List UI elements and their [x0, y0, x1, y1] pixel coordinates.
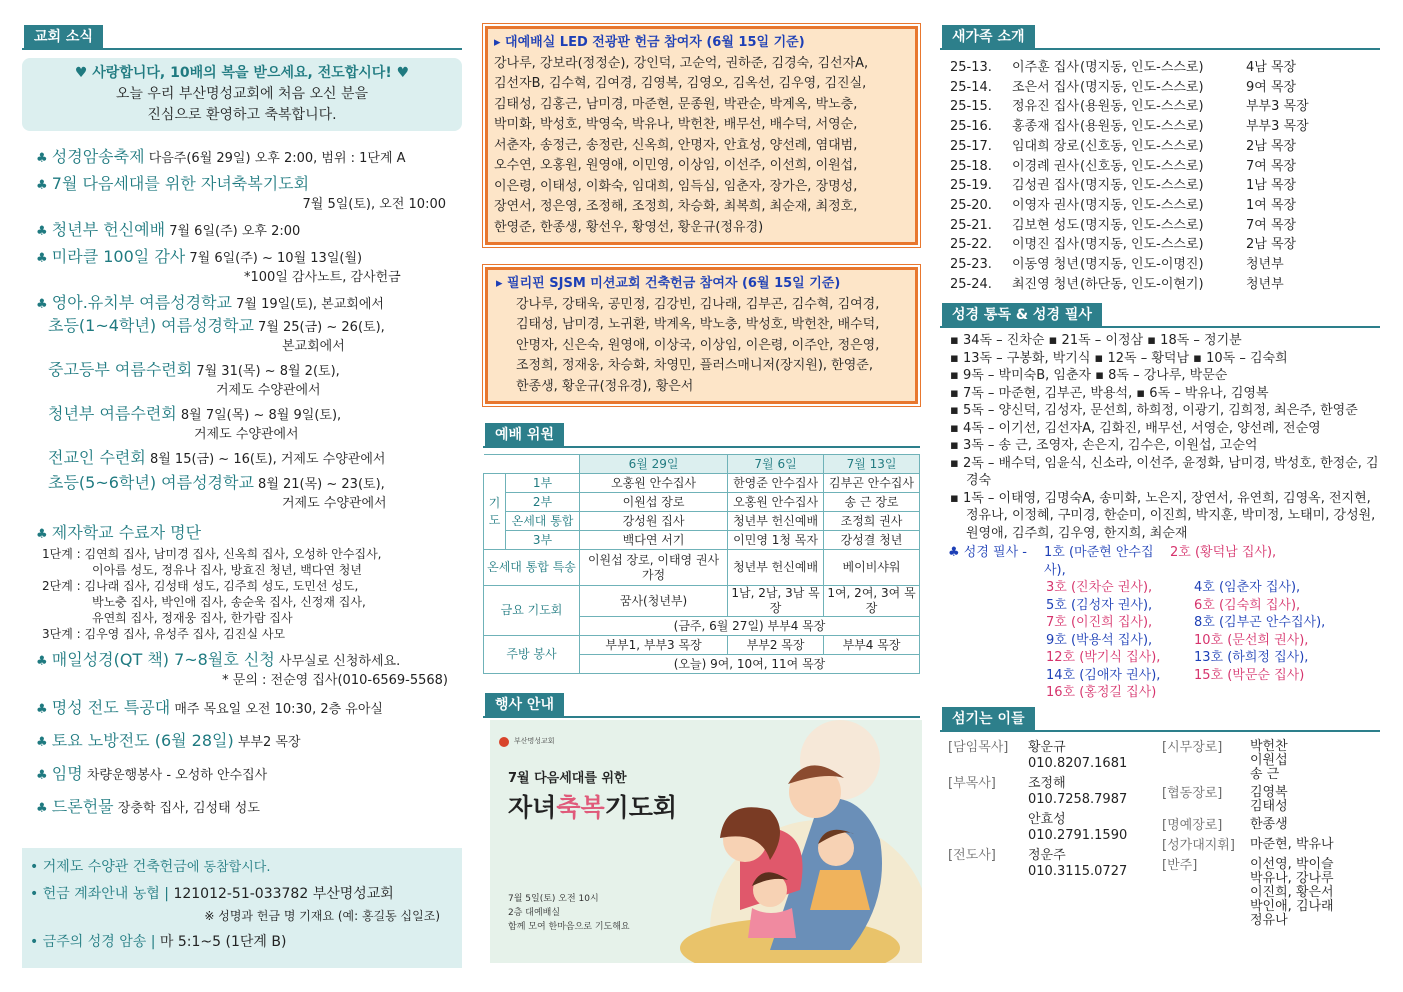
- bible-reading-line: ▪ 4독 – 이기선, 김선자A, 김화진, 배무선, 서영순, 양선례, 전순영: [950, 420, 1321, 436]
- bible-reading-list: [940, 332, 1380, 542]
- event-poster: [490, 720, 922, 963]
- new-family-header: 새가족 소개: [940, 22, 1380, 50]
- sjsm-line: 김태성, 남미경, 노귀환, 박계옥, 박노충, 박성호, 박헌찬, 배수덕,: [516, 317, 880, 332]
- member-region: (하단동, 인도-이현기): [1080, 276, 1204, 292]
- news-item-summer: ♣ 영아.유치부 여름성경학교 7월 19일(토), 본교회에서: [36, 293, 384, 312]
- servant-names: [1250, 838, 1334, 854]
- welcome-line1: ♥ 사랑합니다, 10배의 복을 받으세요, 전도합시다! ♥: [74, 65, 410, 81]
- led-offering-box: ▸ 대예배실 LED 전광판 헌금 참여자 (6월 15일 기준) 강나루, 강보라(정정순), 강인덕, 고순억, 권하준, 김경숙, 김선자A, 김선자B, 김수혁, 김여경, 김영복, 김영오, 김옥선, 김우영, 김진실, 김태성, 김홍근, 남미경, 마준현, 문종원, 박관순, 박계옥, 박노충, 박미화, 박성호, 박영숙, 박유나, 박헌찬, 배무선, 배수덕, 서영순, 서춘자, 송정근, 송정란, 신옥희, 안명자, 안효성, 양선례, 염대범, 오수연, 오홍원, 원영애, 이민영, 이상임, 이선주, 이선희, 이원섭, 이은령, 이태성, 이화숙, 임대희, 임득심, 임춘자, 장가은, 장명성, 장연서, 정은영, 조정해, 조정희, 차승화, 최복희, 최순재, 최정호, 한영준, 한종생, 황선우, 황영선, 황운규(정유경): [485, 26, 918, 245]
- bible-copy-entry: 10호 (문선희 권사),: [1194, 632, 1309, 648]
- new-family-row: [940, 235, 1380, 255]
- servant-name: 안효성: [1028, 811, 1066, 827]
- member-name: 김성권 집사: [1012, 178, 1079, 194]
- member-no: 25-24.: [950, 276, 992, 292]
- member-name: 이경례 권사: [1012, 158, 1079, 174]
- servants-left: [940, 740, 1162, 932]
- servant-entry: [948, 848, 1162, 880]
- servant-entry: [1162, 838, 1372, 854]
- bible-copy-entry: 13호 (하희정 집사),: [1194, 650, 1309, 666]
- servant-name: 김영복: [1250, 784, 1288, 800]
- bible-copy-entry: 4호 (임춘자 집사),: [1194, 580, 1301, 596]
- sjsm-line: 한종생, 황운규(정유경), 황은서: [516, 378, 694, 394]
- servant-names: [1028, 776, 1127, 808]
- member-region: (명지동, 인도-스스로): [1080, 197, 1204, 213]
- member-region: (명지동, 인도-스스로): [1080, 79, 1204, 95]
- member-group: 9여 목장: [1246, 79, 1297, 95]
- member-name: 이동영 청년: [1012, 257, 1079, 273]
- weekly-verse: • 금주의 성경 암송 | 마 5:1~5 (1단계 B): [30, 934, 287, 950]
- bible-copy-entry: 7호 (이진희 집사),: [1046, 615, 1153, 631]
- news-item-street: ♣ 토요 노방전도 (6월 28일) 부부2 목장: [36, 731, 301, 750]
- member-region: (명지동, 인도-이명진): [1080, 257, 1204, 273]
- news-item-evangelism: ♣ 명성 전도 특공대 매주 목요일 오전 10:30, 2층 유아실: [36, 698, 383, 717]
- new-family-row: [940, 137, 1380, 157]
- servant-role: [성가대지휘]: [1162, 837, 1235, 853]
- bible-copy-entry: 16호 (홍정길 집사): [1046, 685, 1157, 701]
- led-line: 강나루, 강보라(정정순), 강인덕, 고순억, 권하준, 김경숙, 김선자A,: [494, 55, 869, 71]
- news-item-drone: ♣ 드론헌물 장충학 집사, 김성태 성도: [36, 797, 260, 816]
- servant-name: 한종생: [1250, 816, 1288, 832]
- new-family-list: [940, 58, 1380, 294]
- member-name: 최진영 청년: [1012, 276, 1079, 292]
- bible-reading-line: ▪ 7독 – 마준현, 김부곤, 박용석, ▪ 6독 – 박유나, 김영복: [950, 385, 1269, 401]
- led-line: 오수연, 오홍원, 원영애, 이민영, 이상임, 이선주, 이선희, 이원섭,: [494, 158, 858, 173]
- poster-subtitle: 7월 다음세대를 위한: [508, 771, 627, 786]
- worship-table: 6월 29일 7월 6일 7월 13일 기도 1부 오홍원 안수집사 한영준 안수집사 김부곤 안수집사 2부 이원섭 장로 오홍원 안수집사 송 근 장로 온세대 통합 강성원 집사 청년부 헌신예배 조정희 권사 3부 백다연 서기 이민영 1청 목자 강성결 청년 온세대 통합 특송 이원섭 장로, 이태영 권사 가정 청년부 헌신예배 베이비샤워 금요 기도회 꿈사(청년부) 1남, 2남, 3남 목장 1여, 2여, 3여 목장 (금주, 6월 27일) 부부4 목장 주방 봉사 부부1, 부부3 목장 부부2 목장 부부4 목장 (오늘) 9여, 10여, 11여 목장: [483, 454, 920, 674]
- member-no: 25-16.: [950, 119, 992, 135]
- bible-reading-line: ▪ 3독 – 송 근, 조영자, 손은지, 김수은, 이원섭, 고순억: [950, 438, 1258, 454]
- servant-name: 김태성: [1250, 798, 1288, 814]
- new-family-row: [940, 176, 1380, 196]
- led-line: 박미화, 박성호, 박영숙, 박유나, 박헌찬, 배무선, 배수덕, 서영순,: [494, 117, 858, 132]
- servant-name: 마준현, 박유나: [1250, 836, 1334, 852]
- member-no: 25-22.: [950, 237, 992, 253]
- servant-name: 송 근: [1250, 766, 1280, 782]
- summer-all-church: 전교인 수련회 8월 15(금) ~ 16(토), 거제도 수양관에서: [48, 448, 386, 467]
- servant-name: 이선영, 박이슬: [1250, 856, 1334, 872]
- summer-youth: 청년부 여름수련회 8월 7일(목) ~ 8월 9일(토), 거제도 수양관에서: [48, 404, 342, 442]
- sjsm-line: 강나루, 강태욱, 공민정, 김강빈, 김나래, 김부곤, 김수혁, 김여경,: [516, 296, 880, 312]
- member-no: 25-17.: [950, 138, 992, 154]
- bible-copy-entry: 5호 (김성자 권사),: [1046, 597, 1153, 613]
- member-no: 25-21.: [950, 217, 992, 233]
- bible-copy-row: [1046, 684, 1325, 702]
- servant-names: [1028, 848, 1127, 880]
- servant-role: [협동장로]: [1162, 785, 1223, 801]
- member-name: 이주훈 집사: [1012, 60, 1079, 75]
- bible-copy-entry: 1호 (마준현 안수집사),: [1044, 545, 1154, 578]
- sjsm-lines: [496, 295, 909, 398]
- date-col-1: 6월 29일: [580, 455, 728, 474]
- member-no: 25-14.: [950, 79, 992, 95]
- servant-role: [명예장로]: [1162, 817, 1223, 833]
- bible-copy-list: [1046, 544, 1325, 702]
- member-name: 임대희 장로: [1012, 138, 1079, 154]
- bible-reading-line: ▪ 13독 – 구봉화, 박기식 ▪ 12독 – 황덕남 ▪ 10독 – 김숙희: [950, 350, 1288, 366]
- member-group: 1여 목장: [1246, 197, 1297, 213]
- welcome-line3: 진심으로 환영하고 축복합니다.: [147, 107, 337, 123]
- bible-copy-row: [1046, 579, 1325, 597]
- member-region: (명지동, 인도-스스로): [1080, 178, 1204, 194]
- servant-name: 박헌찬: [1250, 738, 1288, 754]
- member-name: 이명진 집사: [1012, 237, 1079, 253]
- bible-copy-entry: 15호 (박문순 집사): [1194, 667, 1305, 683]
- sjsm-line: 안명자, 신은숙, 원영애, 이상국, 이상임, 이은령, 이주안, 정은영,: [516, 337, 880, 353]
- bible-copy-row: [1046, 667, 1325, 685]
- new-family-row: [940, 58, 1380, 78]
- servant-name: 이원섭: [1250, 752, 1288, 768]
- member-group: 1남 목장: [1246, 178, 1297, 194]
- new-family-row: [940, 216, 1380, 236]
- new-family-row: [940, 157, 1380, 177]
- member-name: 정유진 집사: [1012, 99, 1079, 115]
- servant-entry: [1162, 786, 1372, 814]
- member-region: (용원동, 인도-스스로): [1080, 119, 1204, 135]
- member-group: 2남 목장: [1246, 138, 1297, 154]
- member-group: 7여 목장: [1246, 158, 1297, 174]
- servant-name: 010.2791.1590: [1028, 827, 1128, 843]
- servant-role: [시무장로]: [1162, 739, 1223, 755]
- bible-copy-row: [1046, 614, 1325, 632]
- summer-middle-high: 중고등부 여름수련회 7월 31(목) ~ 8월 2(토), 거제도 수양관에서: [48, 360, 340, 398]
- member-name: 김보현 성도: [1012, 217, 1079, 233]
- disciples-list: 1단계 : 김연희 집사, 남미경 집사, 신옥희 집사, 오성하 안수집사, 이아름 성도, 정유나 집사, 방효진 청년, 백다연 청년 2단계 : 김나래 집사, 김성태 성도, 김주희 성도, 도민선 성도, 박노충 집사, 박인애 집사, 송순욱 집사, 신정재 집사, 유연희 집사, 정재웅 집사, 한가람 집사 3단계 : 김우영 집사, 유성주 집사, 김진실 사모: [42, 547, 382, 641]
- welcome-line2: 오늘 우리 부산명성교회에 처음 오신 분을: [115, 86, 369, 102]
- bible-copy-block: ♣ 성경 필사 - 1호 (마준현 안수집사), 2호 (황덕남 집사), 3호 (진차순 권사), 4호 (임춘자 집사), 5호 (김성자 권사), 6호 (김숙희 집사), 7호 (이진희 집사), 8호 (김부곤 안수집사), 9호 (박용석 집사), 10호 (문선희 권사), 12호 (박기식 집사), 13호 (하희정 집사), 14호 (김애자 권사), 15호 (박문순 집사) 16호 (홍정길 집사): [948, 545, 1326, 701]
- bible-reading-line: ▪ 1독 – 이태영, 김명숙A, 송미화, 노은지, 장연서, 유연희, 김영옥, 전지현, 정유나, 이정혜, 구미경, 한순미, 이진희, 박지훈, 박미정, 노태미, 강성원, 원영애, 김주희, 김우영, 한지희, 최순재: [950, 490, 1376, 541]
- poster-title: 자녀축복기도회: [508, 793, 678, 822]
- member-group: 청년부: [1246, 276, 1284, 292]
- servant-names: [1250, 858, 1334, 928]
- bible-header: 성경 통독 & 성경 필사: [940, 300, 1380, 328]
- servant-name: 정운주: [1028, 847, 1066, 863]
- member-region: (명지동, 인도-스스로): [1080, 217, 1204, 233]
- member-no: 25-23.: [950, 257, 992, 273]
- servants-list: [940, 740, 1380, 932]
- date-col-3: 7월 13일: [824, 455, 920, 474]
- led-line: 김태성, 김홍근, 남미경, 마준현, 문종원, 박관순, 박계옥, 박노충,: [494, 96, 858, 112]
- servant-names: [1250, 786, 1288, 814]
- member-region: (신호동, 인도-스스로): [1080, 138, 1204, 154]
- servant-role: [담임목사]: [948, 739, 1009, 755]
- servant-entry: [948, 812, 1162, 844]
- summer-elementary-5-6: 초등(5~6학년) 여름성경학교 8월 21(목) ~ 23(토), 거제도 수양관에서: [48, 473, 387, 511]
- bible-copy-entry: 2호 (황덕남 집사),: [1170, 545, 1277, 561]
- servants-header: 섬기는 이들: [940, 704, 1380, 732]
- bible-reading-line: ▪ 34독 – 진차순 ▪ 21독 – 이정삼 ▪ 18독 – 정기분: [950, 333, 1242, 349]
- offering-column: [483, 22, 920, 932]
- poster-info: 7월 5일(토) 오전 10시 2층 대예배실 함께 모여 한마음으로 기도해요: [508, 894, 630, 932]
- news-item-appointment: ♣ 임명 차량운행봉사 - 오성하 안수집사: [36, 764, 268, 783]
- servant-name: 조정해: [1028, 775, 1066, 791]
- member-region: (명지동, 인도-스스로): [1080, 237, 1204, 253]
- servant-role: [948, 812, 1028, 844]
- member-region: (신호동, 인도-스스로): [1080, 158, 1204, 174]
- servant-name: 박유나, 강나루: [1250, 870, 1334, 886]
- servant-entry: [1162, 740, 1372, 782]
- member-group: 부부3 목장: [1246, 119, 1309, 135]
- servant-entry: [1162, 858, 1372, 928]
- bank-account: • 헌금 계좌안내 농협 | 121012-51-033782 부산명성교회: [30, 886, 394, 902]
- right-column: [940, 22, 1380, 932]
- bible-copy-row: [1044, 544, 1325, 579]
- date-col-2: 7월 6일: [728, 455, 824, 474]
- news-item-miracle: ♣ 미라클 100일 감사 7월 6일(주) ~ 10월 13일(월) *100일 감사노트, 감사헌금: [36, 247, 401, 285]
- servant-name: 황운규: [1028, 739, 1066, 755]
- servant-names: [1028, 812, 1127, 844]
- member-no: 25-15.: [950, 99, 992, 115]
- servant-name: 010.8207.1681: [1028, 755, 1128, 771]
- member-group: 4남 목장: [1246, 60, 1297, 75]
- new-family-row: [940, 255, 1380, 275]
- bible-copy-row: [1046, 632, 1325, 650]
- welcome-box: [22, 58, 462, 131]
- member-region: (용원동, 인도-스스로): [1080, 99, 1204, 115]
- building-fund: • 거제도 수양관 건축헌금에 동참합시다.: [30, 859, 271, 875]
- bible-reading-line: ▪ 2독 – 배수덕, 임윤식, 신소라, 이선주, 윤정화, 남미경, 박성호, 한정순, 김경숙: [950, 455, 1379, 489]
- church-news-column: [22, 22, 462, 950]
- announcements-box: • 거제도 수양관 건축헌금에 동참합시다. • 헌금 계좌안내 농협 | 121012-51-033782 부산명성교회 ※ 성명과 헌금 명 기재요 (예: 홍길동 십일조) • 금주의 성경 암송 | 마 5:1~5 (1단계 B): [22, 848, 462, 968]
- member-name: 이영자 권사: [1012, 197, 1079, 213]
- led-line: 김선자B, 김수혁, 김여경, 김영복, 김영오, 김옥선, 김우영, 김진실,: [494, 76, 867, 91]
- servant-name: 이진희, 황은서: [1250, 884, 1334, 900]
- bible-copy-row: [1046, 649, 1325, 667]
- news-item-blessing-prayer: ♣ 7월 다음세대를 위한 자녀축복기도회 7월 5일(토), 오전 10:00: [36, 174, 446, 212]
- servant-role: [반주]: [1162, 857, 1198, 873]
- member-no: 25-13.: [950, 60, 992, 75]
- servant-entry: [948, 776, 1162, 808]
- bible-reading-line: ▪ 9독 – 박미숙B, 임춘자 ▪ 8독 – 강나루, 박문순: [950, 368, 1228, 384]
- bible-copy-entry: 14호 (김애자 권사),: [1046, 667, 1161, 683]
- servant-names: [1250, 818, 1288, 834]
- worship-header: 예배 위원: [483, 420, 920, 448]
- event-header: 행사 안내: [483, 690, 920, 718]
- member-no: 25-18.: [950, 158, 992, 174]
- poster-logo: 부산명성교회: [514, 737, 555, 745]
- servant-entry: [948, 740, 1162, 772]
- new-family-row: [940, 78, 1380, 98]
- servant-role: [부목사]: [948, 775, 996, 791]
- news-item-qt: ♣ 매일성경(QT 책) 7~8월호 신청 사무실로 신청하세요. * 문의 : 전순영 집사(010-6569-5568): [36, 650, 448, 688]
- member-group: 2남 목장: [1246, 237, 1297, 253]
- member-group: 7여 목장: [1246, 217, 1297, 233]
- led-lines: [494, 54, 909, 239]
- bible-copy-entry: 9호 (박용석 집사),: [1046, 632, 1153, 648]
- servant-names: [1028, 740, 1127, 772]
- news-item-disciples: ♣ 제자학교 수료자 명단: [36, 523, 202, 542]
- bible-reading-line: ▪ 5독 – 양신덕, 김성자, 문선희, 하희정, 이광기, 김희정, 최은주, 한영준: [950, 403, 1358, 419]
- led-line: 한영준, 한종생, 황선우, 황영선, 황운규(정유경): [494, 219, 764, 235]
- led-line: 서춘자, 송정근, 송정란, 신옥희, 안명자, 안효성, 양선례, 염대범,: [494, 137, 858, 153]
- bible-copy-entry: 3호 (진차순 권사),: [1046, 580, 1153, 596]
- news-item-youth-worship: ♣ 청년부 헌신예배 7월 6일(주) 오후 2:00: [36, 220, 301, 239]
- servant-name: 박인애, 김나래: [1250, 898, 1334, 914]
- servant-entry: [1162, 818, 1372, 834]
- new-family-row: [940, 117, 1380, 137]
- new-family-row: [940, 196, 1380, 216]
- bible-copy-row: [1046, 597, 1325, 615]
- member-group: 부부3 목장: [1246, 99, 1309, 115]
- member-name: 조은서 집사: [1012, 79, 1079, 95]
- summer-elementary-1-4: 초등(1~4학년) 여름성경학교 7월 25(금) ~ 26(토), 본교회에서: [48, 316, 385, 354]
- sjsm-line: 조정희, 정재웅, 차승화, 차영민, 플러스매니저(장지원), 한영준,: [516, 358, 873, 373]
- member-region: (명지동, 인도-스스로): [1080, 60, 1204, 75]
- servant-role: [전도사]: [948, 847, 996, 863]
- servants-right: [1162, 740, 1372, 932]
- servant-names: [1250, 740, 1288, 782]
- led-line: 이은령, 이태성, 이화숙, 임대희, 임득심, 임춘자, 장가은, 장명성,: [494, 178, 858, 194]
- member-name: 홍종재 집사: [1012, 119, 1079, 135]
- sjsm-offering-box: ▸ 필리핀 SJSM 미션교회 건축헌금 참여자 (6월 15일 기준) 강나루, 강태욱, 공민정, 김강빈, 김나래, 김부곤, 김수혁, 김여경, 김태성, 남미경, 노귀환, 박계옥, 박노충, 박성호, 박헌찬, 배수덕, 안명자, 신은숙, 원영애, 이상국, 이상임, 이은령, 이주안, 정은영, 조정희, 정재웅, 차승화, 차영민, 플러스매니저(장지원), 한영준, 한종생, 황운규(정유경), 황은서: [485, 267, 918, 404]
- church-news-header: 교회 소식: [22, 22, 462, 50]
- bible-copy-entry: 12호 (박기식 집사),: [1046, 650, 1161, 666]
- member-no: 25-20.: [950, 197, 992, 213]
- bible-copy-entry: 8호 (김부곤 안수집사),: [1194, 615, 1326, 631]
- new-family-row: [940, 275, 1380, 295]
- member-no: 25-19.: [950, 178, 992, 194]
- servant-name: 010.7258.7987: [1028, 791, 1128, 807]
- member-group: 청년부: [1246, 257, 1284, 273]
- new-family-row: [940, 97, 1380, 117]
- servant-name: 010.3115.0727: [1028, 863, 1128, 879]
- led-line: 장연서, 정은영, 조정해, 조정희, 차승화, 최복희, 최순재, 최정호,: [494, 199, 858, 214]
- bible-copy-entry: 6호 (김숙희 집사),: [1194, 597, 1301, 613]
- news-item-recitation: ♣ 성경암송축제 다음주(6월 29일) 오후 2:00, 범위 : 1단계 A: [36, 147, 406, 166]
- servant-name: 정유나: [1250, 912, 1288, 928]
